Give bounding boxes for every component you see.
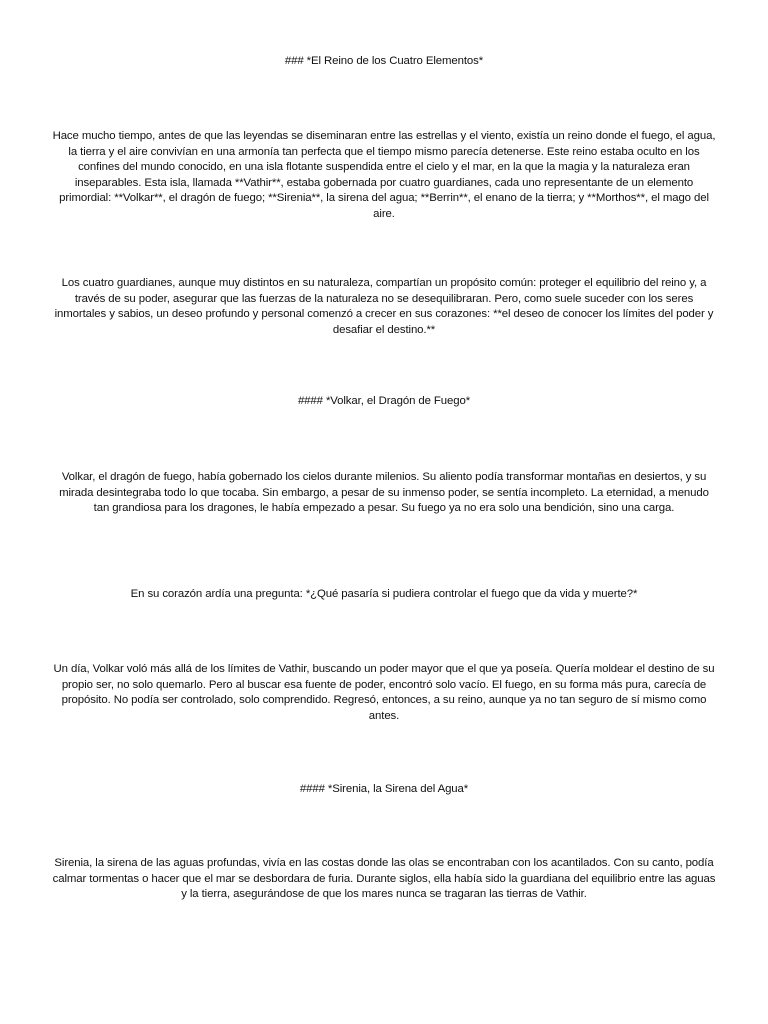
heading-reino: ### *El Reino de los Cuatro Elementos*	[284, 55, 484, 67]
paragraph-pregunta: En su corazón ardía una pregunta: *¿Qué pasaría si pudiera controlar el fuego que da vida y muerte?*	[130, 588, 638, 600]
paragraph-viaje: Un día, Volkar voló más allá de los límites de Vathir, buscando un poder mayor que el que ya poseía. Quería moldear el destino de su propio ser, no solo quemarlo. Pero al buscar esa fuente de poder, encontró solo vacío. El fuego, en su forma más pura, carecía de propósito. No podía ser controlado, solo comprendido. Regresó, entonces, a su reino, aunque ya no tan seguro de sí mismo como antes.	[53, 663, 715, 722]
paragraph-guardianes: Los cuatro guardianes, aunque muy distintos en su naturaleza, compartían un propósito común: proteger el equilibrio del reino y, a través de su poder, asegurar que las fuerzas de la naturaleza no se desequilibraran. Pero, como suele suceder con los seres inmortales y sabios, un deseo profundo y personal comenzó a crecer en sus corazones: **el deseo de conocer los límites del poder y desafiar el destino.**	[54, 277, 714, 336]
heading-volkar: #### *Volkar, el Dragón de Fuego*	[297, 395, 471, 407]
paragraph-intro: Hace mucho tiempo, antes de que las leyendas se diseminaran entre las estrellas y el viento, existía un reino donde el fuego, el agua, la tierra y el aire convivían en una armonía tan perfecta que el tiempo mismo parecía detenerse. Este reino estaba oculto en los confines del mundo conocido, en una isla flotante suspendida entre el cielo y el mar, en la que la magia y la naturaleza eran inseparables. Esta isla, llamada **Vathir**, estaba gobernada por cuatro guardianes, cada uno representante de un elemento primordial: **Volkar**, el dragón de fuego; **Sirenia**, la sirena del agua; **Berrin**, el enano de la tierra; y **Morthos**, el mago del aire.	[52, 130, 716, 220]
paragraph-volkar: Volkar, el dragón de fuego, había gobernado los cielos durante milenios. Su aliento podía transformar montañas en desiertos, y su mirada desintegraba todo lo que tocaba. Sin embargo, a pesar de su inmenso poder, se sentía incompleto. La eternidad, a menudo tan grandiosa para los dragones, le había empezado a pesar. Su fuego ya no era solo una bendición, sino una carga.	[59, 471, 709, 515]
heading-sirenia: #### *Sirenia, la Sirena del Agua*	[299, 783, 469, 795]
paragraph-sirenia: Sirenia, la sirena de las aguas profundas, vivía en las costas donde las olas se encontraban con los acantilados. Con su canto, podía calmar tormentas o hacer que el mar se desbordara de furia. Durante siglos, ella había sido la guardiana del equilibrio entre las aguas y la tierra, asegurándose de que los mares nunca se tragaran las tierras de Vathir.	[52, 857, 716, 901]
